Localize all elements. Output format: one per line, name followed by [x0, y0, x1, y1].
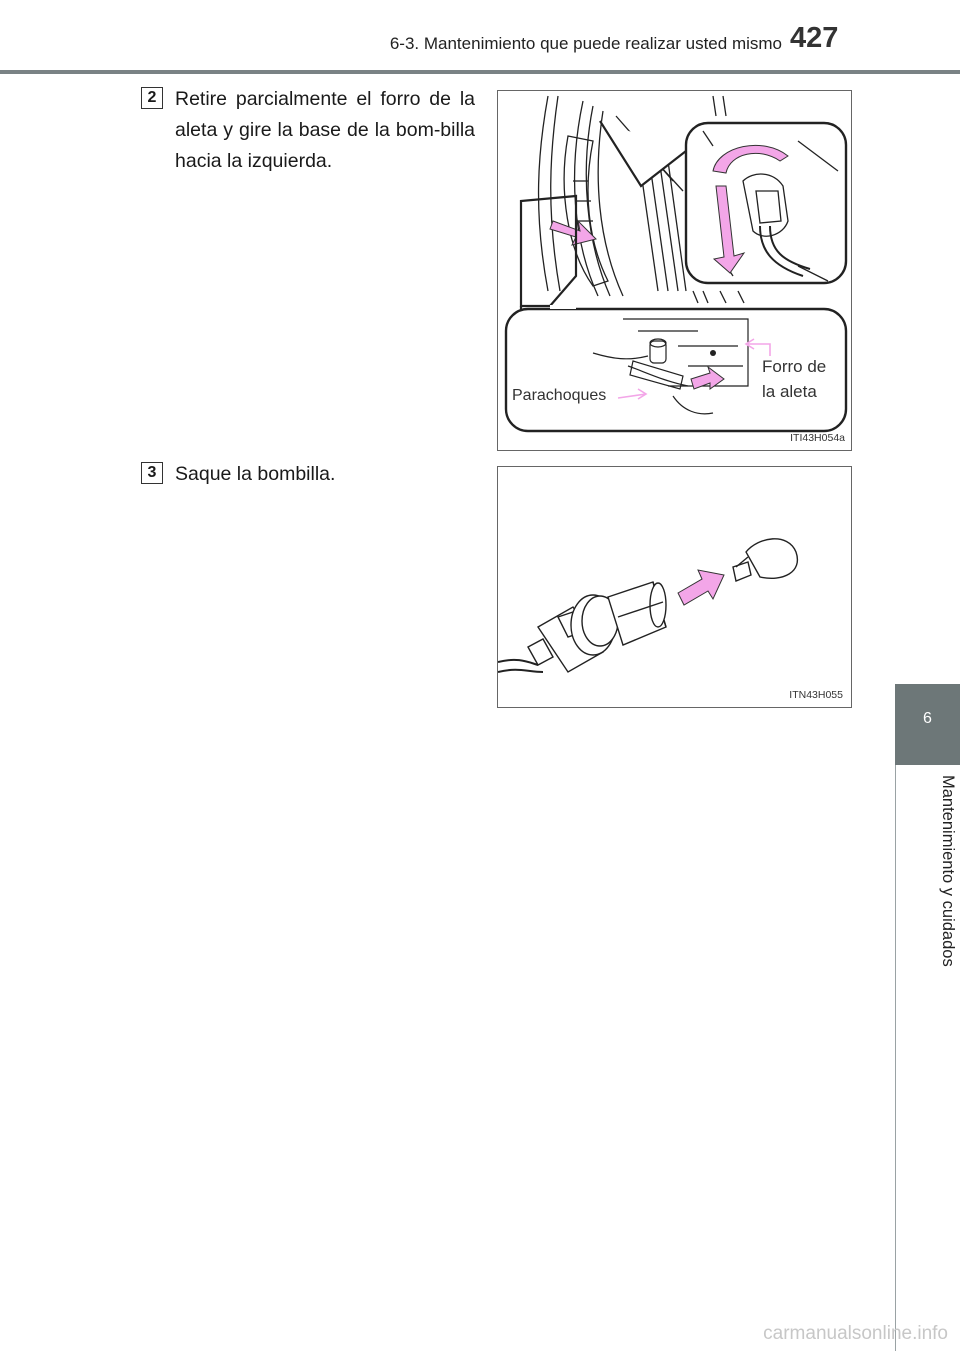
callout-fender-liner-line2: la aleta [762, 382, 817, 401]
illustration-bulb-and-socket [498, 467, 851, 707]
header-rule [0, 70, 960, 74]
step-number-badge: 2 [141, 87, 163, 109]
figure-remove-liner-rotate-bulb [497, 90, 852, 451]
step-instruction: Retire parcialmente el forro de la aleta y gire la base de la bom-billa hacia la izquierda. [175, 88, 475, 172]
figure-code: ITN43H055 [789, 689, 843, 701]
figure-remove-bulb [497, 466, 852, 708]
chapter-label: Mantenimiento y cuidados [939, 775, 957, 967]
running-header-title: 6-3. Mantenimiento que puede realizar usted mismo [389, 34, 782, 53]
callout-bumper-label: Parachoques [512, 387, 607, 404]
chapter-tab [895, 684, 960, 765]
watermark: carmanualsonline.info [763, 1323, 948, 1344]
page-number: 427 [790, 22, 839, 54]
chapter-number: 6 [923, 710, 932, 727]
figure-code: ITI43H054a [790, 432, 845, 444]
step-number-badge: 3 [141, 462, 163, 484]
step-instruction: Saque la bombilla. [175, 463, 336, 485]
callout-fender-liner-line1: Forro de [762, 357, 827, 376]
